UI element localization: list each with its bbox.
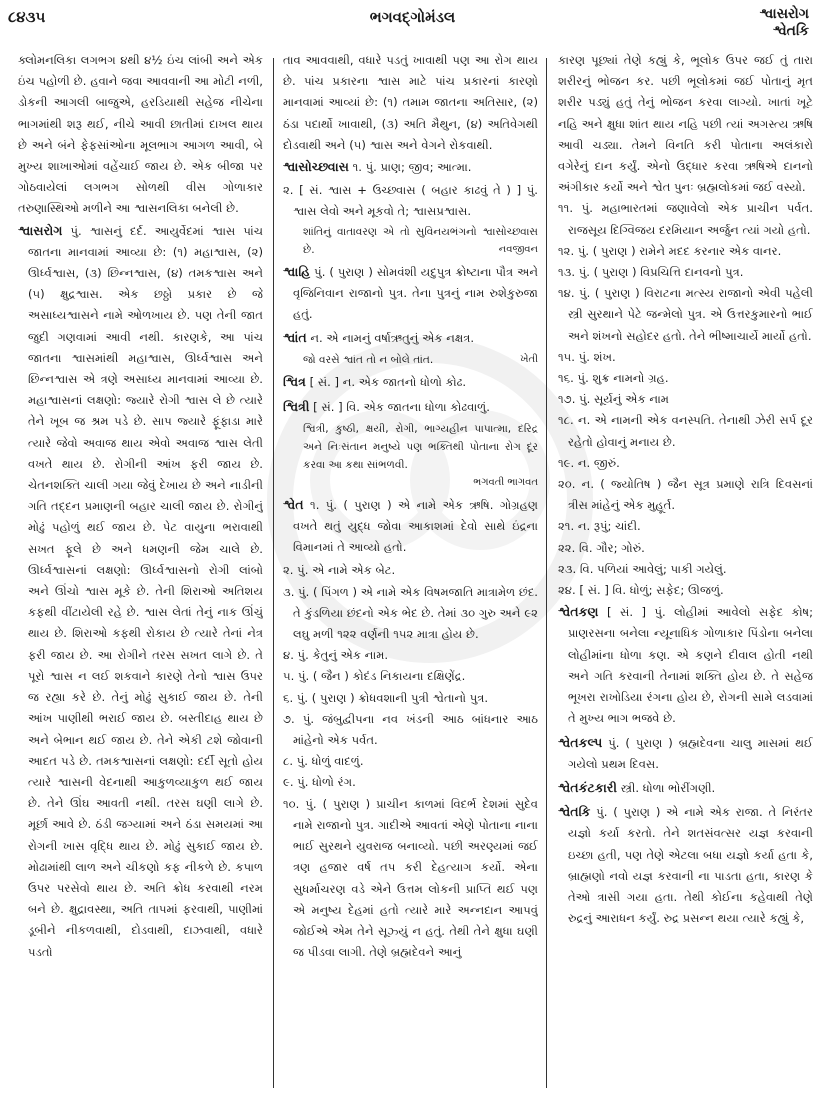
- guide-word-first: શ્વાસરોગ: [759, 6, 809, 22]
- entry-sense: ૧૭. પું. સૂર્યનું એક નામ: [558, 392, 669, 407]
- usage-quote: [283, 223, 538, 259]
- usage-quote: [283, 351, 538, 369]
- quote-source: ખેતી: [520, 354, 538, 366]
- entry-sense: ૨૨. વિ. ગૌર; ગોરું.: [558, 540, 645, 555]
- quote-text: જો વરસે શ્વાંત તો ન બોલે તાંત.: [303, 354, 434, 367]
- entry-headword: શ્વાસરોગ: [18, 222, 63, 238]
- entry-sense: ૧૯. ન. જીરું.: [558, 455, 620, 470]
- entry-headword: શ્વેત: [283, 496, 304, 512]
- entry-headword: શ્વાસોચ્છ્વાસ: [283, 159, 349, 175]
- entry-sense: ૨૦. ન. ( જ્યોતિષ ) જૈન સૂત્ર પ્રમાણે રાત્રિ દિવસનાં ત્રીસ માંહેનું એક મુહૂર્ત.: [558, 477, 813, 513]
- entry-sense: ૬. પું. ( પુરાણ ) ક્રોધવશાની પુત્રી શ્વેતાનો પુત્ર.: [283, 690, 489, 705]
- entry-sense: ૮. પું. ધોળું વાદળું.: [283, 754, 364, 769]
- dictionary-entry: [283, 396, 538, 418]
- column-divider: [546, 58, 547, 1088]
- entry-headword: શ્વેતકલ્પ: [558, 734, 603, 750]
- entry-sense: ૯. પું. ધોળો રંગ.: [283, 775, 356, 790]
- entry-headword: શ્વેતકિ: [558, 804, 591, 820]
- dictionary-entry: [283, 156, 538, 178]
- page-header: [0, 0, 825, 50]
- quote-text: શાંતિનું વાતાવરણ એ તો સુવિનયભંગનો શ્વાસોચ્છ્વાસ છે.: [303, 225, 538, 256]
- entry-sense: ૧. પું. ( પુરાણ ) એ નામે એક ઋષિ. ગોગ્રહણ વખતે થતું યુદ્ધ જોવા આકાશમાં દેવો સાથે ઇંદ્રના વિમાનમાં તે આવ્યો હતો.: [293, 497, 538, 555]
- entry-sense: ૧. પું. પ્રાણ; જીવ; આત્મા.: [352, 160, 472, 175]
- entry-sense: ૨. [ સં. શ્વાસ + ઉચ્છ્વાસ ( બહાર કાઢવું તે ) ] પું. શ્વાસ લેવો અને મૂકવો તે; શ્વાસપ્રશ્વાસ.: [283, 183, 538, 219]
- entry-sense: ૧૪. પું. ( પુરાણ ) વિરાટના મત્સ્ય રાજાનો એવી પહેલી સ્ત્રી સુરથાને પેટે જન્મેલો પુત્ર. એ ઉત્તરકુમારનો ભાઈ અને શંખનો સહોદર હતો. તેને ભીષ્માચાર્યે માર્યો હતો.: [558, 286, 813, 343]
- quote-source: ભગવતી ભાગવત: [473, 476, 538, 488]
- quote-text: શ્વિત્રી, કુષ્ઠી, ક્ષયી, રોગી, ભાગ્યહીન પાપાત્મા, દરિદ્ર અને નિઃસંતાન મનુષ્યે પણ ભક્તિથી પોતાના રોગ દૂર કરવા આ કથા સાંભળવી.: [303, 422, 538, 471]
- entry-headword: શ્વેતકંટકારી: [558, 779, 617, 795]
- entry-headword: શ્વિત્ર: [283, 374, 306, 390]
- entry-definition: પું. ( પુરાણ ) એ નામે એક રાજા. તે નિરંતર યજ્ઞો કર્યા કરતો. તેને શતસંવત્સર યજ્ઞ કરવાની ઇચ્છા હતી, પણ તેણે એટલા બધા યજ્ઞો કર્યા હતા કે, બ્રાહ્મણો નવો યજ્ઞ કરવાની ના પાડતા હતા, કારણ કે તેઓ ત્રાસી ગયા હતા. તેથી કોઈના કહેવાથી તેણે રુદ્રનું આરાધન કર્યું. રુદ્ર પ્રસન્ન થયા ત્યારે કહ્યું કે,: [568, 805, 813, 926]
- entry-sense: ૧૮. ન. એ નામની એક વનસ્પતિ. તેનાથી ઝેરી સર્પ દૂર રહેતો હોવાનું મનાય છે.: [558, 413, 813, 449]
- entry-headword: શ્વિત્રી: [283, 398, 310, 414]
- continued-text: કારણ પૂછ્યાં તેણે કહ્યું કે, ભૂલોક ઉપર જઈ તું તારા શરીરનું ભોજન કર. પછી ભૂલોકમાં જઈ પોતાનું મૃત શરીર પડ્યું હતું તેનું ભોજન કરવા લાગ્યો. ખાતાં ખૂટે નહિ અને ક્ષુધા શાંત થાય નહિ પછી ત્યાં અગસ્ત્ય ઋષિ આવી ચડ્યા. તેમને વિનતિ કરી પોતાના અલંકારો વગેરેનું દાન કર્યું. એનો ઉદ્ધાર કરવા ઋષિએ દાનનો અંગીકાર કર્યો અને શ્વેત પુનઃ બ્રહ્મલોકમાં જઈ વસ્યો.: [558, 53, 813, 195]
- guide-words: [760, 6, 809, 40]
- entry-sense: ૨૩. વિ. પળિયાં આવેલું; પાકી ગયેલું.: [558, 561, 727, 576]
- entry-sense: ૩. પું. ( પિંગળ ) એ નામે એક વિષમજાતિ માત્રામેળ છંદ. તે કુંડળિયા છંદનો એક ભેદ છે. તેમાં ૩૦ ગુરુ અને ૯૨ લઘુ મળી ૧૨૨ વર્ણની ૧૫૨ માત્રા હોય છે.: [283, 584, 538, 642]
- dictionary-entry: [558, 801, 813, 929]
- entry-sense: ૧૦. પું. ( પુરાણ ) પ્રાચીન કાળમાં વિદર્ભ દેશમાં સુદેવ નામે રાજાનો પુત્ર. ગાદીએ આવતાં એણે પોતાના નાના ભાઈ સુરથને યુવરાજ બનાવ્યો. પછી અરણ્યમાં જઈ ત્રણ હજાર વર્ષ તપ કરી દેહત્યાગ કર્યો. એના સુધર્માચરણ વડે એને ઉત્તમ લોકની પ્રાપ્તિ થઈ પણ એ મનુષ્ય દેહમાં હતો ત્યારે મારે અન્નદાન આપવું જોઈએ એમ તેને સૂઝ્યું ન હતું. તેથી તેને ક્ષુધા ઘણી જ પીડવા લાગી. તેણે બ્રહ્મદેવને આનું: [283, 796, 538, 960]
- entry-definition: [ સં. ] વિ. એક જાતના ધોળા કોઢવાળું.: [313, 399, 490, 414]
- entry-headword: શ્વાહિ: [283, 263, 311, 279]
- dictionary-entry: [283, 261, 538, 326]
- page-number: ૮૪૩૫: [8, 8, 46, 26]
- entry-sense: ૪. પું. કેતુનું એક નામ.: [283, 648, 389, 663]
- entry-sense: ૧૬. પું. શુક્ર નામનો ગ્રહ.: [558, 371, 669, 386]
- entry-sense: ૧૫. પું. શંખ.: [558, 349, 616, 364]
- entry-sense: ૧૨. પું. ( પુરાણ ) રામેને મદદ કરનાર એક વાનર.: [558, 243, 782, 258]
- entry-headword: શ્વાંત: [283, 330, 307, 346]
- entry-sense: ૧૧. પું. મહાભારતમાં જણાવેલો એક પ્રાચીન પર્વત. રાજસૂય દિગ્વિજય દરમિયાન અર્જુન ત્યાં ગયો હતો.: [558, 201, 813, 237]
- column-2: [283, 50, 538, 1085]
- entry-headword: શ્વેતકણ: [558, 604, 599, 620]
- continued-text: તાવ આવવાથી, વધારે પડતું ખાવાથી પણ આ રોગ થાય છે. પાંચ પ્રકારના શ્વાસ માટે પાંચ પ્રકારનાં કારણો માનવામાં આવ્યાં છે: (૧) તમામ જાતના અતિસાર, (૨) ઠંડા પદાર્થો ખાવાથી, (૩) અતિ મૈથુન, (૪) અતિવેગથી દોડવાથી અને (૫) શ્વાસ અને વેગને રોકવાથી.: [283, 53, 538, 152]
- dictionary-entry: [18, 220, 263, 963]
- entry-definition: પું. ( પુરાણ ) સોમવંશી યદુપુત્ર ક્રોષ્ટાના પૌત્ર અને વૃજિનિવાન રાજાનો પુત્ર. તેના પુત્રનું નામ રુશેકુરુજા હતું.: [293, 264, 538, 322]
- quote-source: નવજીવન: [498, 243, 538, 255]
- entry-definition: પું. શ્વાસનું દર્દ. આયુર્વેદમાં શ્વાસ પાંચ જાતના માનવામાં આવ્યા છે: (૧) મહાશ્વાસ, (૨) ઊર્ધ્વશ્વાસ, (૩) છિન્નશ્વાસ, (૪) તમકશ્વાસ અને (૫) ક્ષુદ્રશ્વાસ. એક છઠ્ઠો પ્રકાર છે જે અસાધ્યશ્વાસને નામે ઓળખાય છે. પણ તેની જાત જુદી ગણવામાં આવી નથી. કારણકે, આ પાંચ જાતના શ્વાસમાંથી મહાશ્વાસ, ઊર્ધ્વશ્વાસ અને છિન્નશ્વાસ એ ત્રણે અસાધ્ય માનવામાં આવ્યા છે. મહાશ્વાસનાં લક્ષણો: જ્યારે રોગી શ્વાસ લે છે ત્યારે તેને ખૂબ જ શ્રમ પડે છે. સાપ જ્યારે ફૂંફાડા મારે ત્યારે જેવો અવાજ થાય એવો અવાજ શ્વાસ લેતી વખતે થાય છે. રોગીની આંખ ફરી જાય છે. ચેતનશક્તિ ચાલી ગયા જેવું દેખાય છે અને નાડીની ગતિ તદ્દન પ્રમાણની બહાર ચાલી જાય છે. રોગીનું મોઢું પહોળું થઈ જાય છે. પેટ વાયુના ભરાવાથી સખત ફૂલે છે અને ધમણની જેમ ચાલે છે. ઊર્ધ્વશ્વાસનાં લક્ષણો: ઊર્ધ્વશ્વાસનો રોગી લાંબો અને ઊંચો શ્વાસ મૂકે છે. તેની શિરાઓ અતિશય કફથી વીંટાયેલી રહે છે. શ્વાસ લેતાં તેનું નાક ઊંચું થાય છે. શિરાઓ કફથી રોકાય છે ત્યારે તેનાં નેત્ર ફરી જાય છે. આ રોગીને તરસ સખત લાગે છે. તે પૂરો શ્વાસ ન લઈ શકવાને કારણે તેનો શ્વાસ ઉપર જ રહ્યા કરે છે. તેનું મોઢું સુકાઈ જાય છે. તેની આંખ પાણીથી ભરાઈ જાય છે. બસ્તીદાહ થાય છે અને બેભાન થઈ જાય છે. તેને એકી ટશે જોવાની આદત પડે છે. તમકશ્વાસનાં લક્ષણો: દર્દી સૂતો હોય ત્યારે શ્વાસની વેદનાથી આકુળવ્યાકુળ થઈ જાય છે. તેને ઊંઘ આવતી નથી. તરસ ઘણી લાગે છે. મૂર્છા આવે છે. ઠંડી જગ્યામાં અને ઠંડા સમયમાં આ રોગની ખાસ વૃદ્ધિ થાય છે. મોઢું સુકાઈ જાય છે. મોઢામાંથી લાળ અને ચીકણો કફ નીકળે છે. કપાળ ઉપર પરસેવો થાય છે. અતિ ક્રોધ કરવાથી નરમ બને છે. ક્ષુદ્રાવસ્થા, અતિ તાપમાં ફરવાથી, પાણીમાં ડૂબીને નીકળવાથી, દોડવાથી, દાઝવાથી, વધારે પડતો: [28, 223, 263, 959]
- column-3: [558, 50, 813, 1085]
- entry-sense: ૫. પું. ( જૈન ) કોદંડ નિકાયના દક્ષિણેંદ્ર.: [283, 669, 466, 684]
- entry-definition: [ સં. ] પું. લોહીમાં આવેલો સફેદ કોષ; પ્રાણરસના બનેલા ન્યૂનાધિક ગોળાકાર પિંડોના બનેલા લોહીમાંના ધોળા કણ. એ કણને દીવાલ હોતી નથી અને ગતિ કરવાની તેનામાં શક્તિ હોય છે. તે સહેજ ભૂખરા રાખોડિયા રંગના હોય છે, રોગની સામે લડવામાં તે મુખ્ય ભાગ ભજવે છે.: [568, 605, 813, 726]
- entry-sense: ૨૧. ન. રૂપું; ચાંદી.: [558, 519, 641, 534]
- dictionary-entry: [558, 732, 813, 775]
- dictionary-entry: [283, 327, 538, 349]
- column-1: [18, 50, 263, 1085]
- dictionary-columns: [0, 50, 825, 1090]
- entry-sense: ૭. પું. જંબુદ્વીપના નવ ખંડની આઠ બાંધનાર આઠ માંહેનો એક પર્વત.: [283, 711, 538, 748]
- usage-quote: [283, 420, 538, 492]
- entry-definition: સ્ત્રી. ધોળા ભોરીંગણી.: [620, 780, 716, 795]
- entry-sense: ૨૪. [ સં. ] વિ. ધોળું; સફેદ; ઊજળું.: [558, 583, 724, 598]
- entry-definition: [ સં. ] ન. એક જાતનો ધોળો કોઢ.: [309, 375, 467, 390]
- entry-definition: પું. ( પુરાણ ) બ્રહ્મદેવના ચાલુ માસમાં થઈ ગયેલો પ્રથમ દિવસ.: [568, 735, 813, 771]
- guide-word-last: શ્વેતકિ: [773, 23, 809, 39]
- dictionary-entry: [558, 601, 813, 729]
- entry-sense: ૧૩. પું. ( પુરાણ ) વિપ્રચિત્તિ દાનવનો પુત્ર.: [558, 265, 744, 280]
- entry-sense: ૨. પું. એ નામે એક બેટ.: [283, 563, 396, 578]
- continued-text: ક્લોમનલિકા લગભગ ૪થી ૪½ ઇંચ લાંબી અને એક ઇંચ પહોળી છે. હવાને જવા આવવાની આ મોટી નળી, ડોકની આગલી બાજુએ, હરડિયાથી સહેજ નીચેના ભાગમાંથી શરૂ થઈ, નીચે આવી છાતીમાં દાખલ થાય છે અને બંને ફેફસાંઓના મૂલભાગ આગળ આવી, બે મુખ્ય શાખાઓમાં વહેંચાઈ જાય છે. એક બીજા પર ગોઠવાયેલાં લગભગ સોળથી વીસ ગોળાકાર તરુણાસ્થિઓ મળીને આ શ્વાસનલિકા બનેલી છે.: [18, 53, 263, 216]
- book-title: ભગવદ્ગોમંડલ: [369, 8, 456, 26]
- dictionary-entry: [283, 494, 538, 559]
- column-divider: [273, 58, 274, 1088]
- dictionary-entry: [558, 777, 813, 799]
- dictionary-entry: [283, 371, 538, 393]
- entry-definition: ન. એ નામનું વર્ષાઋતુનું એક નક્ષત્ર.: [310, 331, 475, 346]
